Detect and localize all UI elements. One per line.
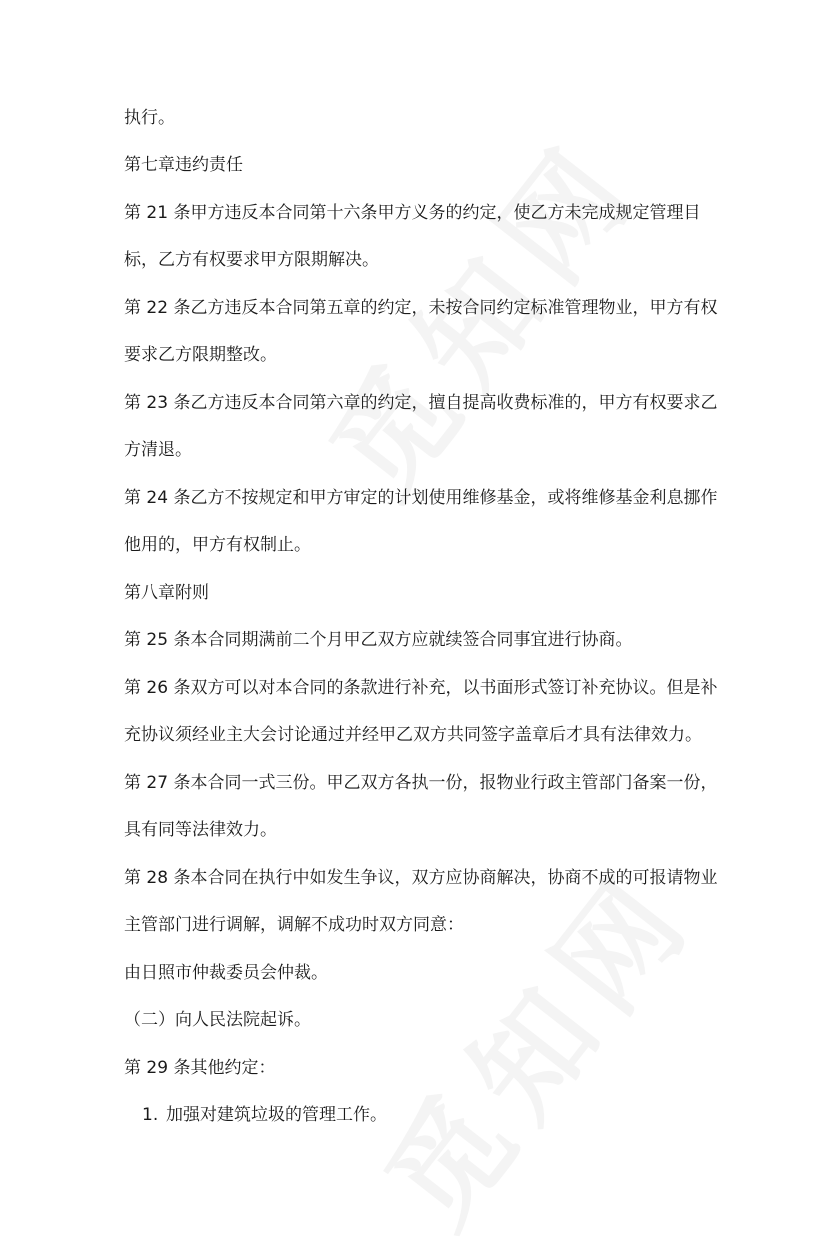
text-line: 具有同等法律效力。 [124, 820, 277, 840]
watermark [340, 828, 725, 1254]
text-line: 第 22 条乙方违反本合同第五章的约定，未按合同约定标准管理物业，甲方有权 [124, 298, 718, 318]
text-line: 第 23 条乙方违反本合同第六章的约定，擅自提高收费标准的，甲方有权要求乙 [124, 393, 718, 413]
text-line: 第 26 条双方可以对本合同的条款进行补充，以书面形式签订补充协议。但是补 [124, 678, 718, 698]
text-line: 标，乙方有权要求甲方限期解决。 [124, 250, 379, 270]
text-line: 第 24 条乙方不按规定和甲方审定的计划使用维修基金，或将维修基金利息挪作 [124, 488, 718, 508]
text-line: 第 28 条本合同在执行中如发生争议，双方应协商解决，协商不成的可报请物业 [124, 868, 718, 888]
text-line: 方清退。 [124, 440, 192, 460]
text-line: 由日照市仲裁委员会仲裁。 [124, 963, 328, 983]
text-line: （二）向人民法院起诉。 [124, 1010, 311, 1030]
text-line: 第 29 条其他约定： [124, 1058, 276, 1078]
text-line: 充协议须经业主大会讨论通过并经甲乙双方共同签字盖章后才具有法律效力。 [124, 725, 702, 745]
text-line: 第 21 条甲方违反本合同第十六条甲方义务的约定，使乙方未完成规定管理目 [124, 203, 701, 223]
text-line: 主管部门进行调解，调解不成功时双方同意： [124, 915, 464, 935]
text-line: 执行。 [124, 108, 175, 128]
list-number: 1. [142, 1105, 159, 1125]
list-item [124, 1102, 387, 1129]
list-text: 加强对建筑垃圾的管理工作。 [166, 1105, 387, 1125]
text-line: 第 25 条本合同期满前二个月甲乙双方应就续签合同事宜进行协商。 [124, 630, 633, 650]
text-line: 他用的，甲方有权制止。 [124, 535, 311, 555]
chapter-heading: 第八章附则 [124, 583, 209, 603]
text-line: 要求乙方限期整改。 [124, 345, 277, 365]
chapter-heading: 第七章违约责任 [124, 155, 243, 175]
text-line: 第 27 条本合同一式三份。甲乙双方各执一份，报物业行政主管部门备案一份， [124, 773, 718, 793]
